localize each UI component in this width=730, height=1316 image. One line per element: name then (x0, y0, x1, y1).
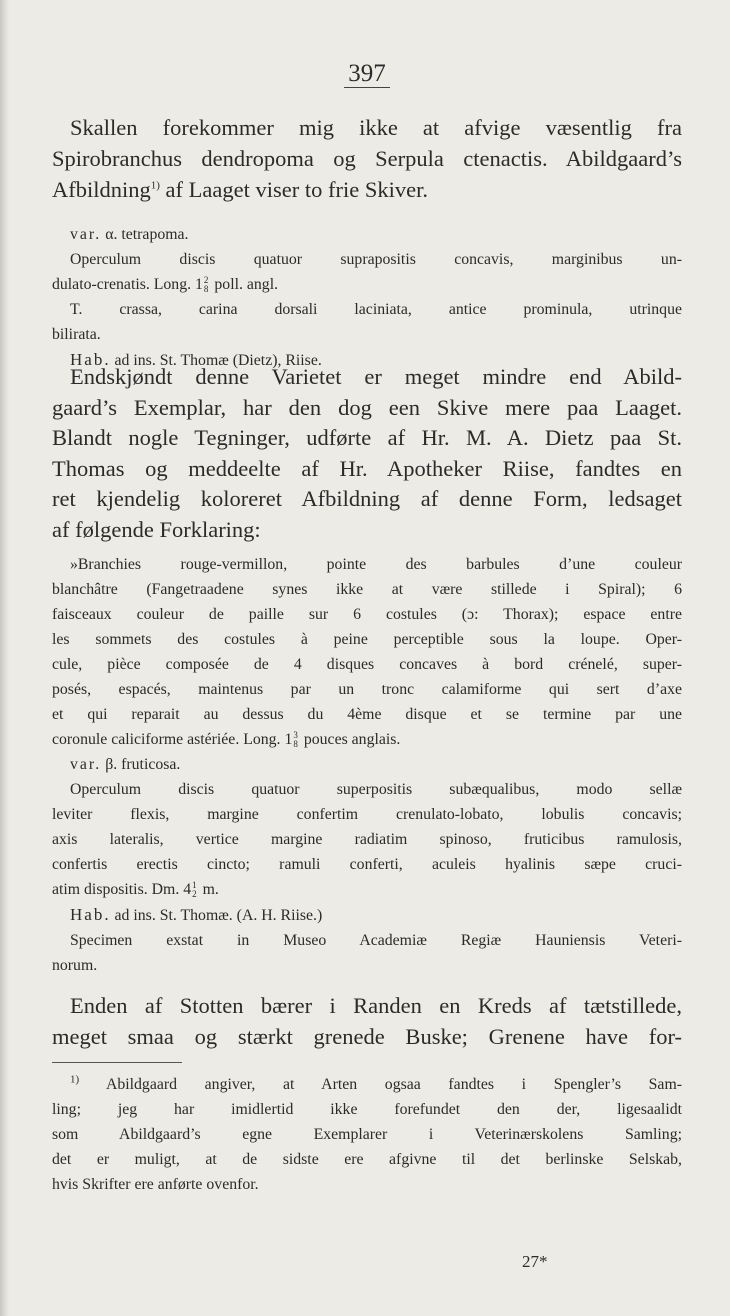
text-line: Afbildning$^{1)}$ af Laaget viser to frie Skiver. (52, 177, 428, 202)
text-line: »Branchies rouge-vermillon, pointe des barbules d’une couleur (70, 556, 682, 573)
page-number: 397 (52, 60, 682, 88)
text-line: hvis Skrifter ere anførte ovenfor. (52, 1176, 259, 1193)
text-line: ling; jeg har imidlertid ikke forefundet den der, ligesaalidt (52, 1101, 682, 1118)
habitat-line: Hab. ad ins. St. Thomæ (Dietz), Riise. (70, 350, 322, 369)
text-line: Skallen forekommer mig ikke at afvige væsentlig fra (70, 115, 682, 140)
fraction: 2 8 (203, 275, 209, 295)
footnote-marker: 1) (70, 1073, 80, 1086)
text-line: les sommets des costules à peine perceptible sous la loupe. Oper- (52, 631, 682, 648)
text-line: blanchâtre (Fangetraadene synes ikke at være stillede i Spiral); 6 (52, 581, 682, 598)
text-line: cule, pièce composée de 4 disques concaves à bord crénelé, super- (52, 656, 682, 673)
variety-heading: var. β. fruticosa. (70, 756, 181, 773)
footnote (52, 1072, 682, 1197)
paragraph-intro (52, 112, 682, 205)
text-line: posés, espacés, maintenus par un tronc calamiforme qui sert d’axe (52, 681, 682, 698)
page-binding-edge (0, 0, 9, 1316)
text-line: axis lateralis, vertice margine radiatim spinoso, fruticibus ramulosis, (52, 831, 682, 848)
text-line: meget smaa og stærkt grenede Buske; Grenene have for- (52, 1024, 682, 1049)
variety-alpha (52, 222, 682, 373)
text-line: ret kjendelig koloreret Afbildning af denne Form, ledsaget (52, 486, 682, 511)
habitat-line: Hab. ad ins. St. Thomæ. (A. H. Riise.) (70, 905, 323, 924)
text-line: coronule caliciforme astériée. Long. 1 3 8 pouces anglais. (52, 730, 401, 750)
text-line: Specimen exstat in Museo Academiæ Regiæ Hauniensis Veteri- (70, 932, 682, 949)
quotation (52, 552, 682, 752)
text-line: det er muligt, at de sidste ere afgivne til det berlinske Selskab, (52, 1151, 682, 1168)
text-line: faisceaux couleur de paille sur 6 costules (ɔ: Thorax); espace entre (52, 606, 682, 623)
text-line: Enden af Stotten bærer i Randen en Kreds af tætstillede, (70, 993, 682, 1018)
fraction: 3 8 (293, 730, 298, 750)
variety-beta (52, 752, 682, 978)
paragraph-closing (52, 990, 682, 1052)
text-line: af følgende Forklaring: (52, 516, 261, 542)
footnote-ref: 1) (150, 179, 160, 192)
text-line: norum. (52, 957, 98, 974)
text-line: Spirobranchus dendropoma og Serpula ctenactis. Abildgaard’s (52, 146, 682, 171)
text-line: leviter flexis, margine confertim crenulato-lobato, lobulis concavis; (52, 806, 682, 823)
text-line: bilirata. (52, 326, 101, 343)
text-line: dulato-crenatis. Long. 1 2 8 poll. angl. (52, 275, 279, 295)
fraction: 1 2 (192, 880, 197, 900)
text-line: atim dispositis. Dm. 4 1 2 m. (52, 880, 219, 900)
text-line: $^{1)}$ Abildgaard angiver, at Arten ogsaa fandtes i Spengler’s Sam- (70, 1073, 682, 1093)
text-line: T. crassa, carina dorsali laciniata, antice prominula, utrinque (70, 301, 682, 318)
footnote-divider (52, 1062, 182, 1063)
text-line: gaard’s Exemplar, har den dog een Skive mere paa Laaget. (52, 394, 682, 420)
text-line: Operculum discis quatuor superpositis subæqualibus, modo sellæ (70, 781, 682, 798)
text-line: som Abildgaard’s egne Exemplarer i Veterinærskolens Samling; (52, 1126, 682, 1143)
text-line: Operculum discis quatuor suprapositis concavis, marginibus un- (70, 251, 682, 268)
text-line: Thomas og meddeelte af Hr. Apotheker Riise, fandtes en (52, 455, 682, 481)
text-line: confertis erectis cincto; ramuli conferti, aculeis hyalinis sæpe cruci- (52, 856, 682, 873)
text-line: Endskjøndt denne Varietet er meget mindre end Abild- (70, 364, 682, 389)
text-line: et qui reparait au dessus du 4ème disque et se termine par une (52, 706, 682, 723)
paragraph-main (52, 362, 682, 545)
variety-heading: var. α. tetrapoma. (70, 226, 189, 243)
text-line: Blandt nogle Tegninger, udførte af Hr. M. A. Dietz paa St. (52, 425, 682, 450)
signature-mark: 27* (522, 1252, 548, 1271)
